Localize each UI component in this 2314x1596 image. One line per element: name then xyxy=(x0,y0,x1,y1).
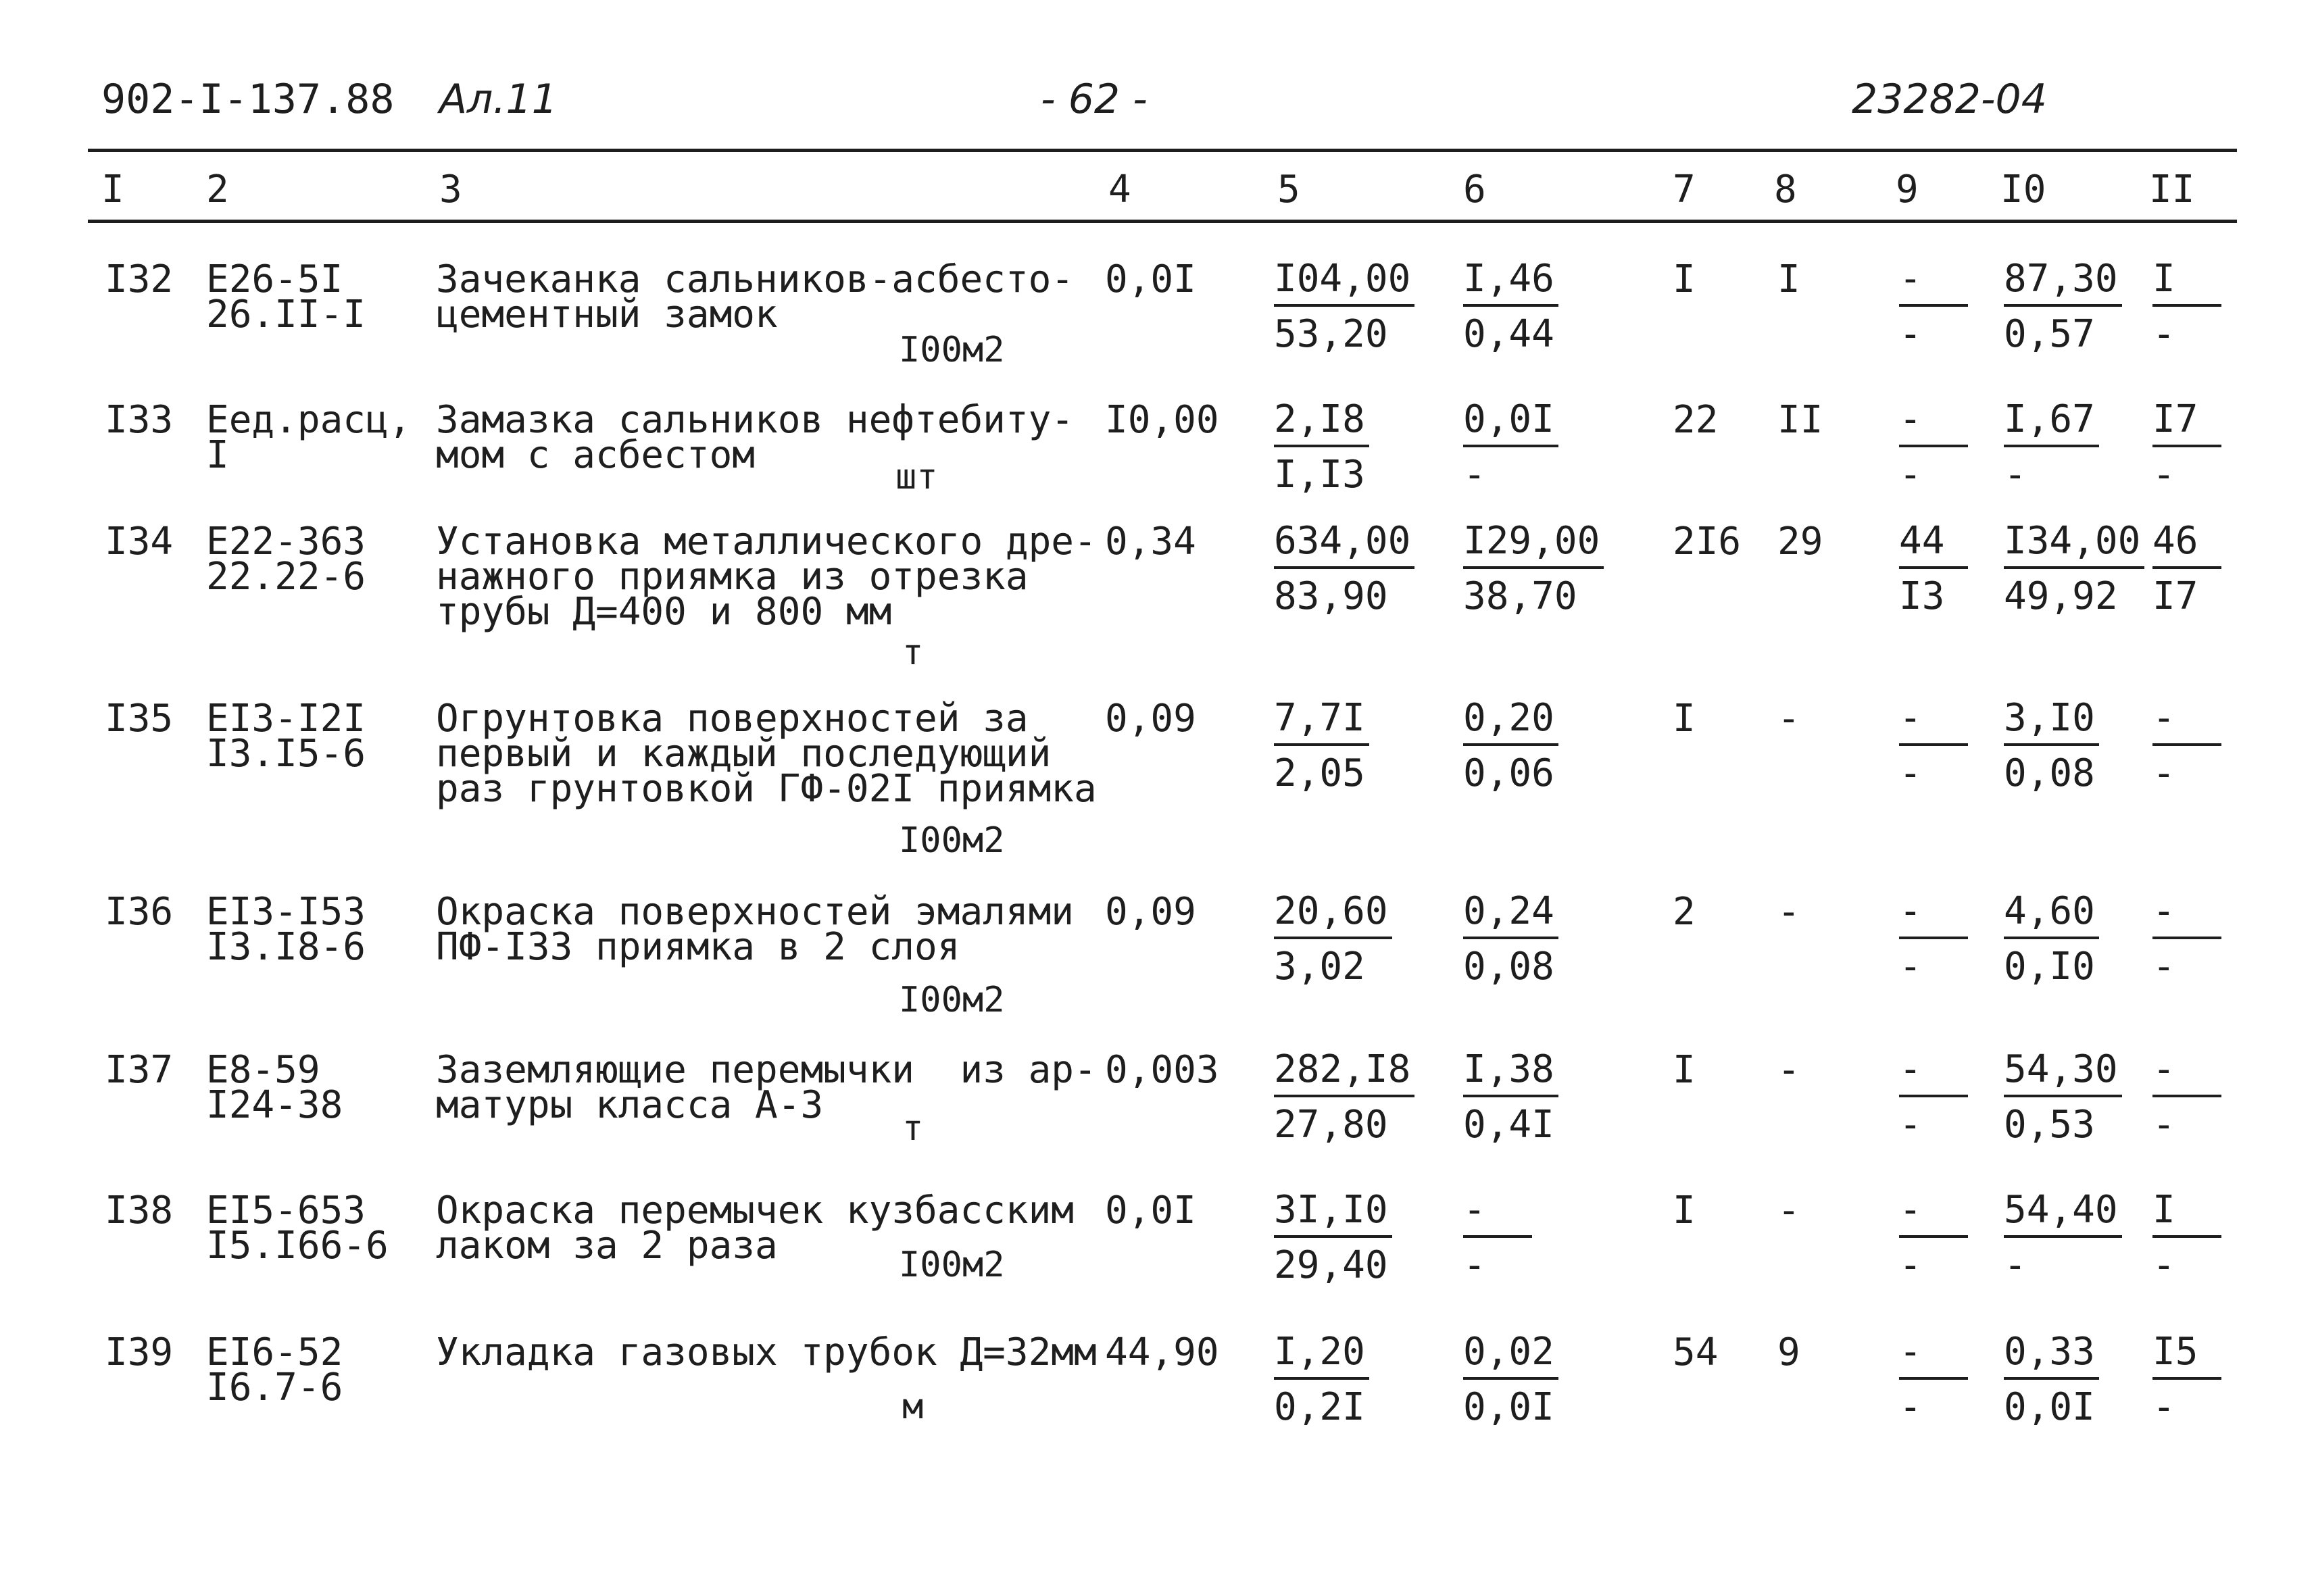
col8-value: - xyxy=(1777,1189,1800,1232)
measure-unit: т xyxy=(902,1108,924,1149)
col5-value xyxy=(1274,1188,1392,1288)
col5-top: 282,I8 xyxy=(1274,1047,1414,1097)
col7-value: I xyxy=(1673,697,1696,741)
col9-bottom: - xyxy=(1899,945,1922,989)
col6-top: 0,24 xyxy=(1463,889,1558,939)
col6-top: 0,02 xyxy=(1463,1330,1558,1380)
col5-top: 2,I8 xyxy=(1274,397,1369,447)
col9-bottom: - xyxy=(1899,1103,1922,1147)
col6-value xyxy=(1463,519,1604,619)
col10-value xyxy=(2004,1047,2122,1147)
col9-top: - xyxy=(1899,257,1968,307)
col11-top: - xyxy=(2152,1047,2221,1097)
row-number: I33 xyxy=(105,398,174,442)
col6-value xyxy=(1463,1047,1558,1147)
col11-bottom: - xyxy=(2152,1385,2175,1429)
col11-top: - xyxy=(2152,889,2221,939)
col11-bottom: - xyxy=(2152,751,2175,795)
col7-value: I xyxy=(1673,257,1696,301)
col9-top: - xyxy=(1899,696,1968,746)
col7-value: I xyxy=(1673,1189,1696,1232)
col5-top: 7,7I xyxy=(1274,696,1369,746)
col9-bottom: - xyxy=(1899,751,1922,795)
col10-top: 54,40 xyxy=(2004,1188,2122,1238)
header-bottom-rule xyxy=(88,220,2237,223)
col11-bottom: - xyxy=(2152,1103,2175,1147)
work-description: Замазка сальников нефтебиту- мом с асбестом xyxy=(436,398,1075,477)
col6-value xyxy=(1463,397,1558,497)
measure-unit: м xyxy=(902,1387,924,1427)
col10-value xyxy=(2004,696,2099,796)
col10-value xyxy=(2004,889,2099,989)
col5-value xyxy=(1274,1047,1414,1147)
col9-top: - xyxy=(1899,397,1968,447)
col11-top: I7 xyxy=(2152,397,2221,447)
col8-value: - xyxy=(1777,890,1800,934)
column-number-5: 5 xyxy=(1277,168,1300,211)
col5-top: 634,00 xyxy=(1274,519,1414,569)
col6-value xyxy=(1463,889,1558,989)
col6-bottom: 0,08 xyxy=(1463,945,1554,989)
rate-code: E8-59 I24-38 xyxy=(206,1048,343,1127)
col11-bottom: - xyxy=(2152,945,2175,989)
album-number: Ал.11 xyxy=(439,76,558,123)
col11-value xyxy=(2152,257,2221,357)
col5-bottom: I,I3 xyxy=(1274,453,1365,497)
col8-value: 9 xyxy=(1777,1330,1800,1374)
measure-unit: I00м2 xyxy=(899,330,1005,370)
col6-value xyxy=(1463,257,1558,357)
column-number-3: 3 xyxy=(439,168,462,211)
col9-value xyxy=(1899,1047,1968,1147)
quantity: 0,09 xyxy=(1105,697,1196,741)
col5-top: 20,60 xyxy=(1274,889,1392,939)
col10-top: 54,30 xyxy=(2004,1047,2122,1097)
col5-bottom: 29,40 xyxy=(1274,1243,1388,1287)
col6-bottom: 0,06 xyxy=(1463,751,1554,795)
column-number-2: 2 xyxy=(206,168,229,211)
column-number-7: 7 xyxy=(1673,168,1696,211)
col9-bottom: - xyxy=(1899,453,1922,497)
rate-code: EI3-I2I I3.I5-6 xyxy=(206,697,366,776)
col8-value: - xyxy=(1777,1048,1800,1092)
col5-value xyxy=(1274,519,1414,619)
col5-bottom: 2,05 xyxy=(1274,751,1365,795)
col6-top: I,38 xyxy=(1463,1047,1558,1097)
col8-value: 29 xyxy=(1777,520,1823,564)
work-description: Огрунтовка поверхностей за первый и каждый последующий раз грунтовкой ГФ-02I приямка xyxy=(436,697,1097,811)
column-number-9: 9 xyxy=(1896,168,1919,211)
quantity: 0,34 xyxy=(1105,520,1196,564)
column-number-11: II xyxy=(2149,168,2195,211)
col5-value xyxy=(1274,696,1369,796)
col6-top: I29,00 xyxy=(1463,519,1604,569)
col11-bottom: - xyxy=(2152,312,2175,356)
col11-value xyxy=(2152,889,2221,989)
col9-value xyxy=(1899,519,1968,619)
col10-top: I34,00 xyxy=(2004,519,2144,569)
col6-top: 0,0I xyxy=(1463,397,1558,447)
col10-value xyxy=(2004,519,2144,619)
work-description: Зачеканка сальников-асбесто- цементный замок xyxy=(436,257,1075,336)
row-number: I35 xyxy=(105,697,174,741)
col10-top: I,67 xyxy=(2004,397,2099,447)
col6-bottom: - xyxy=(1463,453,1486,497)
column-number-8: 8 xyxy=(1774,168,1797,211)
col11-top: 46 xyxy=(2152,519,2221,569)
col7-value: 54 xyxy=(1673,1330,1719,1374)
row-number: I39 xyxy=(105,1330,174,1374)
col6-bottom: 0,44 xyxy=(1463,312,1554,356)
row-number: I34 xyxy=(105,520,174,564)
col11-bottom: - xyxy=(2152,1243,2175,1287)
col11-value xyxy=(2152,1047,2221,1147)
col9-bottom: I3 xyxy=(1899,574,1945,618)
col9-bottom: - xyxy=(1899,312,1922,356)
rate-code: EI3-I53 I3.I8-6 xyxy=(206,890,366,969)
column-number-4: 4 xyxy=(1108,168,1131,211)
col11-value xyxy=(2152,1330,2221,1430)
quantity: 0,003 xyxy=(1105,1048,1219,1092)
col9-value xyxy=(1899,889,1968,989)
column-number-10: I0 xyxy=(2000,168,2046,211)
rate-code: E22-363 22.22-6 xyxy=(206,520,366,599)
col5-bottom: 53,20 xyxy=(1274,312,1388,356)
quantity: 44,90 xyxy=(1105,1330,1219,1374)
col5-value xyxy=(1274,1330,1369,1430)
col6-value xyxy=(1463,1188,1532,1288)
col5-bottom: 0,2I xyxy=(1274,1385,1365,1429)
col10-bottom: - xyxy=(2004,1243,2027,1287)
quantity: 0,09 xyxy=(1105,890,1196,934)
header-top-rule xyxy=(88,149,2237,152)
col5-top: 3I,I0 xyxy=(1274,1188,1392,1238)
rate-code: EI5-653 I5.I66-6 xyxy=(206,1189,389,1268)
reference-number: 23282-04 xyxy=(1852,76,2047,123)
row-number: I38 xyxy=(105,1189,174,1232)
quantity: 0,0I xyxy=(1105,257,1196,301)
rate-code: Еед.расц, I xyxy=(206,398,412,477)
col10-value xyxy=(2004,1330,2099,1430)
col10-bottom: 0,57 xyxy=(2004,312,2095,356)
col9-value xyxy=(1899,696,1968,796)
col8-value: II xyxy=(1777,398,1823,442)
col11-top: - xyxy=(2152,696,2221,746)
col6-top: 0,20 xyxy=(1463,696,1558,746)
col9-value xyxy=(1899,397,1968,497)
row-number: I32 xyxy=(105,257,174,301)
col11-top: I xyxy=(2152,257,2221,307)
col6-value xyxy=(1463,1330,1558,1430)
work-description: Установка металлического дре- нажного приямка из отрезка трубы Д=400 и 800 мм xyxy=(436,520,1097,634)
col10-bottom: 0,0I xyxy=(2004,1385,2095,1429)
col10-top: 4,60 xyxy=(2004,889,2099,939)
column-number-1: I xyxy=(101,168,124,211)
work-description: Окраска перемычек кузбасским лаком за 2 раза xyxy=(436,1189,1075,1268)
measure-unit: т xyxy=(902,632,924,673)
col5-value xyxy=(1274,397,1369,497)
col6-top: - xyxy=(1463,1188,1532,1238)
col6-bottom: 0,4I xyxy=(1463,1103,1554,1147)
col10-bottom: 0,I0 xyxy=(2004,945,2095,989)
col11-bottom: I7 xyxy=(2152,574,2198,618)
col10-value xyxy=(2004,397,2099,497)
col8-value: I xyxy=(1777,257,1800,301)
col10-top: 0,33 xyxy=(2004,1330,2099,1380)
col9-bottom: - xyxy=(1899,1385,1922,1429)
col8-value: - xyxy=(1777,697,1800,741)
col10-bottom: 0,53 xyxy=(2004,1103,2095,1147)
col6-value xyxy=(1463,696,1558,796)
col6-bottom: 0,0I xyxy=(1463,1385,1554,1429)
col11-value xyxy=(2152,1188,2221,1288)
measure-unit: I00м2 xyxy=(899,1245,1005,1285)
col5-bottom: 3,02 xyxy=(1274,945,1365,989)
col10-value xyxy=(2004,257,2122,357)
rate-code: E26-5I 26.II-I xyxy=(206,257,366,336)
col5-bottom: 83,90 xyxy=(1274,574,1388,618)
col11-value xyxy=(2152,397,2221,497)
page-number: - 62 - xyxy=(1041,76,1148,123)
col10-value xyxy=(2004,1188,2122,1288)
col9-value xyxy=(1899,1330,1968,1430)
col11-top: I5 xyxy=(2152,1330,2221,1380)
col7-value: 2I6 xyxy=(1673,520,1742,564)
col5-top: I,20 xyxy=(1274,1330,1369,1380)
col11-value xyxy=(2152,696,2221,796)
work-description: Заземляющие перемычки из ар- матуры класса А-3 xyxy=(436,1048,1097,1127)
document-code: 902-I-137.88 xyxy=(101,76,395,123)
col9-top: 44 xyxy=(1899,519,1968,569)
col10-bottom: 49,92 xyxy=(2004,574,2118,618)
col5-value xyxy=(1274,889,1392,989)
col9-value xyxy=(1899,1188,1968,1288)
col7-value: I xyxy=(1673,1048,1696,1092)
col9-top: - xyxy=(1899,889,1968,939)
quantity: I0,00 xyxy=(1105,398,1219,442)
col10-top: 87,30 xyxy=(2004,257,2122,307)
col5-bottom: 27,80 xyxy=(1274,1103,1388,1147)
rate-code: EI6-52 I6.7-6 xyxy=(206,1330,343,1410)
measure-unit: шт xyxy=(895,457,938,497)
col9-value xyxy=(1899,257,1968,357)
col11-value xyxy=(2152,519,2221,619)
col11-top: I xyxy=(2152,1188,2221,1238)
col6-top: I,46 xyxy=(1463,257,1558,307)
column-number-6: 6 xyxy=(1463,168,1486,211)
quantity: 0,0I xyxy=(1105,1189,1196,1232)
work-description: Окраска поверхностей эмалями ПФ-I33 приямка в 2 слоя xyxy=(436,890,1075,969)
row-number: I36 xyxy=(105,890,174,934)
measure-unit: I00м2 xyxy=(899,820,1005,861)
col7-value: 22 xyxy=(1673,398,1719,442)
col9-bottom: - xyxy=(1899,1243,1922,1287)
measure-unit: I00м2 xyxy=(899,980,1005,1020)
col10-bottom: 0,08 xyxy=(2004,751,2095,795)
col9-top: - xyxy=(1899,1188,1968,1238)
col10-top: 3,I0 xyxy=(2004,696,2099,746)
col5-top: I04,00 xyxy=(1274,257,1414,307)
col5-value xyxy=(1274,257,1414,357)
row-number: I37 xyxy=(105,1048,174,1092)
col11-bottom: - xyxy=(2152,453,2175,497)
work-description: Укладка газовых трубок Д=32мм xyxy=(436,1330,1097,1374)
col10-bottom: - xyxy=(2004,453,2027,497)
col6-bottom: - xyxy=(1463,1243,1486,1287)
col7-value: 2 xyxy=(1673,890,1696,934)
col6-bottom: 38,70 xyxy=(1463,574,1577,618)
col9-top: - xyxy=(1899,1330,1968,1380)
col9-top: - xyxy=(1899,1047,1968,1097)
